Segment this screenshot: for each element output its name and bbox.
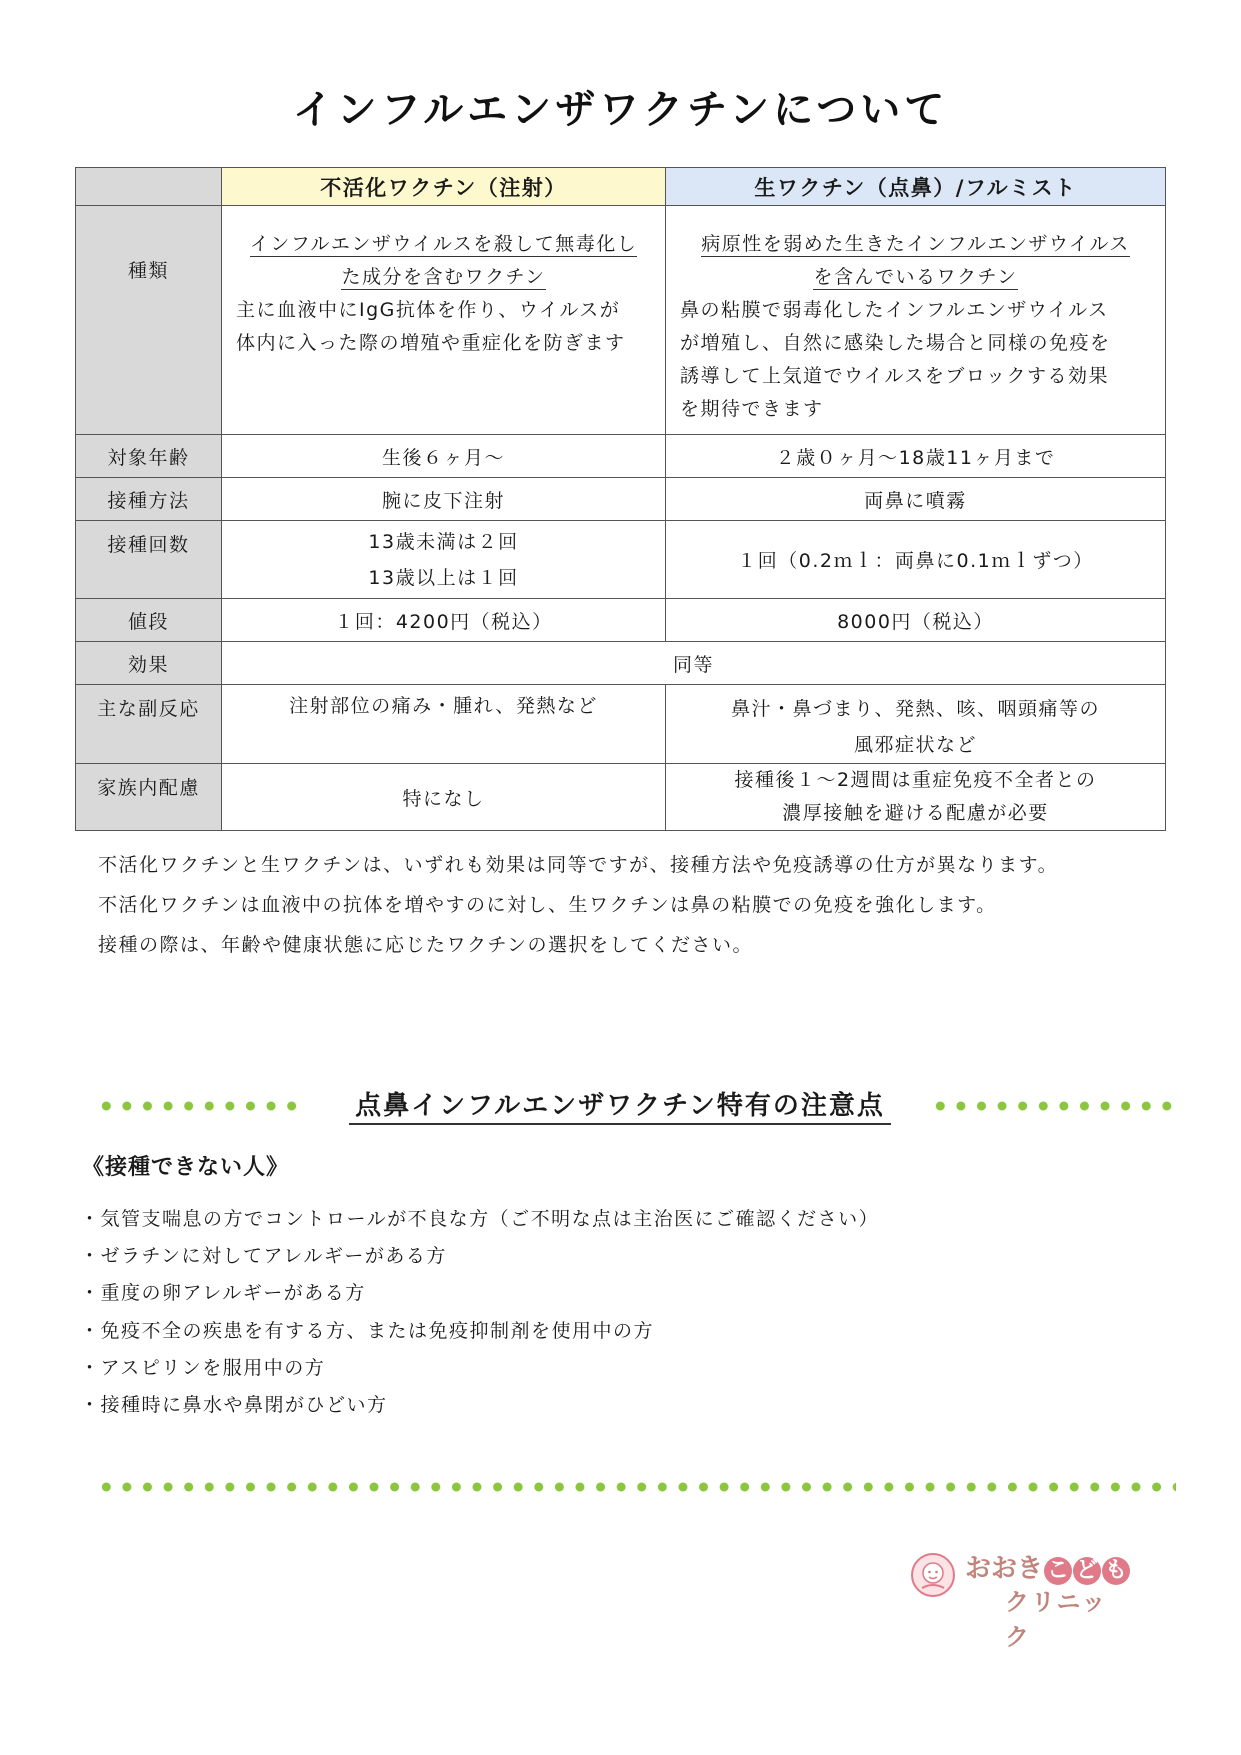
inactivated-age: 生後６ヶ月～ (222, 435, 666, 478)
list-item: ・接種時に鼻水や鼻閉がひどい方 (80, 1393, 388, 1416)
inactivated-doses-line-2: 13歳以上は１回 (368, 566, 519, 589)
live-description-line-3: 誘導して上気道でウイルスをブロックする効果 (680, 365, 1109, 387)
live-description-line-2: が増殖し、自然に感染した場合と同様の免疫を (680, 332, 1111, 354)
section-subtitle: 《接種できない人》 (82, 1155, 290, 1180)
list-item: ・免疫不全の疾患を有する方、または免疫抑制剤を使用中の方 (80, 1319, 655, 1342)
baby-icon (910, 1552, 956, 1598)
live-side-effects-line-2: 風邪症状など (853, 734, 977, 756)
live-doses: １回（0.2ｍｌ：両鼻に0.1ｍｌずつ） (666, 521, 1166, 599)
list-item: ・重度の卵アレルギーがある方 (80, 1282, 366, 1305)
section-title: 点鼻インフルエンザワクチン特有の注意点 (340, 1085, 900, 1122)
live-side-effects (666, 685, 1166, 764)
header-live-vaccine: 生ワクチン（点鼻）/フルミスト (666, 168, 1166, 206)
live-family (666, 764, 1166, 831)
row-label-age: 対象年齢 (76, 435, 222, 478)
live-family-line-2: 濃厚接触を避ける配慮が必要 (782, 802, 1049, 824)
inactivated-definition-line-2: た成分を含むワクチン (341, 266, 546, 288)
list-item: ・アスピリンを服用中の方 (80, 1356, 326, 1379)
live-family-line-1: 接種後１～2週間は重症免疫不全者との (734, 769, 1097, 791)
table-row-doses (76, 521, 1166, 599)
explanation-notes (98, 845, 1058, 965)
inactivated-doses-line-1: 13歳未満は２回 (368, 530, 519, 553)
row-label-family: 家族内配慮 (76, 764, 222, 831)
note-line-3: 接種の際は、年齢や健康状態に応じたワクチンの選択をしてください。 (98, 934, 754, 956)
live-price: 8000円（税込） (666, 599, 1166, 642)
inactivated-type-cell (222, 206, 666, 435)
table-row-side-effects (76, 685, 1166, 764)
live-age: ２歳０ヶ月～18歳11ヶ月まで (666, 435, 1166, 478)
row-label-method: 接種方法 (76, 478, 222, 521)
table-row-price (76, 599, 1166, 642)
dotted-divider-right (930, 1101, 1174, 1111)
inactivated-doses (222, 521, 666, 599)
inactivated-description-line-2: 体内に入った際の増殖や重症化を防ぎます (236, 332, 626, 354)
effect-value: 同等 (222, 642, 1166, 685)
inactivated-price: １回：4200円（税込） (222, 599, 666, 642)
list-item: ・ゼラチンに対してアレルギーがある方 (80, 1245, 447, 1268)
inactivated-description-line-1: 主に血液中にIgG抗体を作り、ウイルスが (236, 299, 621, 321)
row-label-type: 種類 (76, 206, 222, 435)
list-item: ・気管支喘息の方でコントロールが不良な方（ご不明な点は主治医にご確認ください） (80, 1208, 880, 1230)
table-row-method (76, 478, 1166, 521)
inactivated-side-effects: 注射部位の痛み・腫れ、発熱など (222, 685, 666, 764)
live-definition-line-2: を含んでいるワクチン (813, 266, 1018, 288)
table-row-age (76, 435, 1166, 478)
page-title: インフルエンザワクチンについて (292, 87, 949, 133)
inactivated-definition-line-1: インフルエンザウイルスを殺して無毒化し (249, 233, 638, 255)
row-label-price: 値段 (76, 599, 222, 642)
live-method: 両鼻に噴霧 (666, 478, 1166, 521)
row-label-side-effects: 主な副反応 (76, 685, 222, 764)
table-row-type (76, 206, 1166, 435)
note-line-1: 不活化ワクチンと生ワクチンは、いずれも効果は同等ですが、接種方法や免疫誘導の仕方が異なります。 (98, 854, 1059, 876)
header-inactivated-vaccine: 不活化ワクチン（注射） (222, 168, 666, 206)
live-type-cell (666, 206, 1166, 435)
inactivated-family: 特になし (222, 764, 666, 831)
clinic-logo (910, 1548, 1130, 1651)
contraindication-list (80, 1201, 879, 1424)
live-definition-line-1: 病原性を弱めた生きたインフルエンザウイルス (701, 233, 1130, 255)
inactivated-method: 腕に皮下注射 (222, 478, 666, 521)
dotted-divider-bottom (96, 1482, 1176, 1492)
logo-text-line-2: クリニック (1005, 1588, 1108, 1651)
table-corner (76, 168, 222, 206)
note-line-2: 不活化ワクチンは血液中の抗体を増やすのに対し、生ワクチンは鼻の粘膜での免疫を強化します。 (98, 894, 997, 916)
live-side-effects-line-1: 鼻汁・鼻づまり、発熱、咳、咽頭痛等の (730, 698, 1100, 720)
row-label-effect: 効果 (76, 642, 222, 685)
logo-text-line-1: おおき こ ど も (965, 1548, 1130, 1585)
table-header-row (76, 168, 1166, 206)
live-description-line-4: を期待できます (680, 398, 824, 420)
row-label-doses: 接種回数 (76, 521, 222, 599)
vaccine-comparison-table (75, 167, 1166, 831)
live-description-line-1: 鼻の粘膜で弱毒化したインフルエンザウイルス (680, 299, 1109, 321)
dotted-divider-left (96, 1101, 306, 1111)
table-row-family (76, 764, 1166, 831)
table-row-effect (76, 642, 1166, 685)
